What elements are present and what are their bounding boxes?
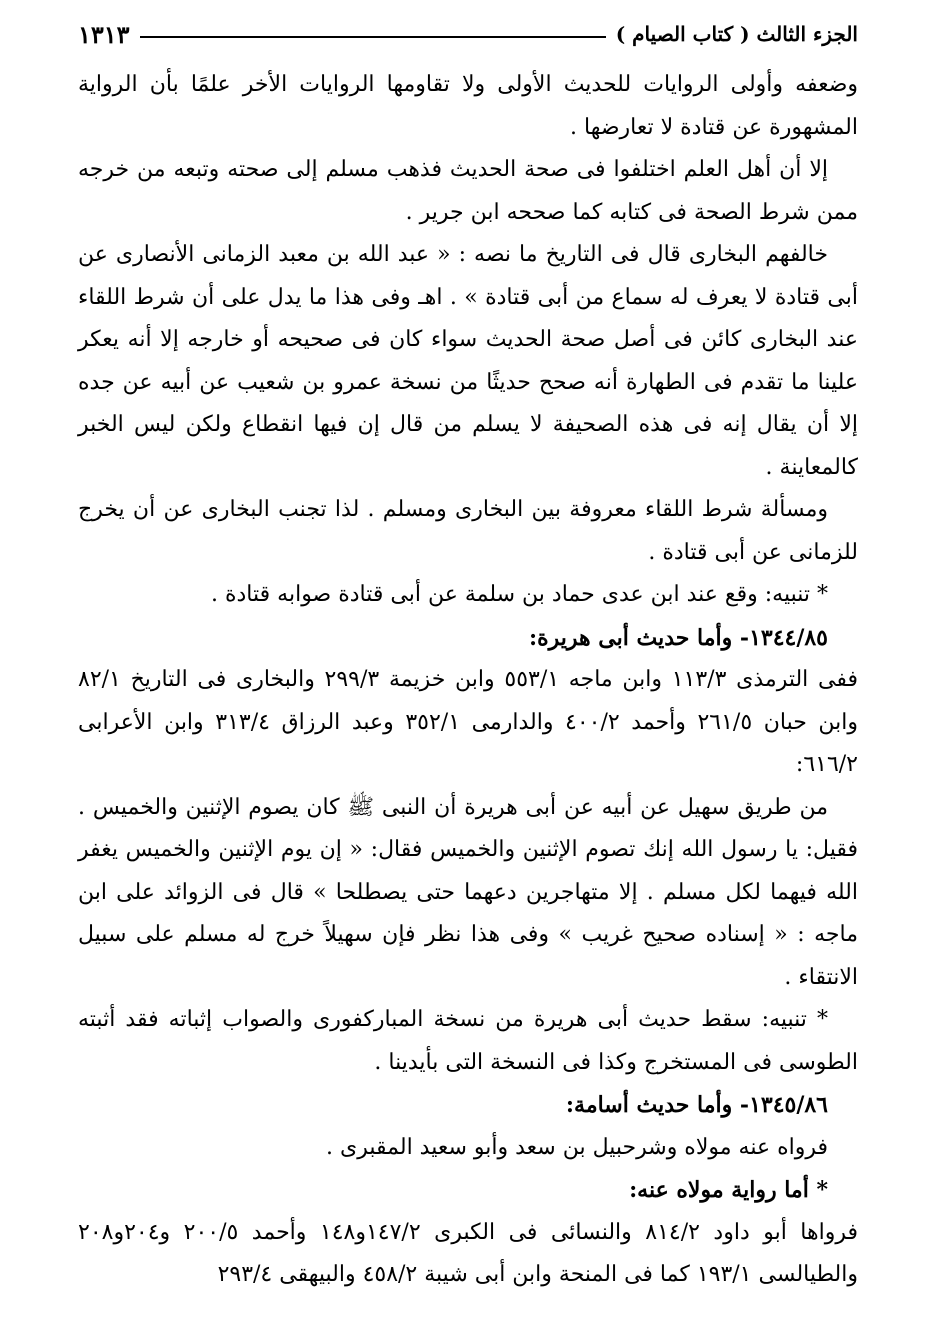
book-page	[78, 14, 858, 1297]
subheading-mawla: * أما رواية مولاه عنه:	[629, 1177, 828, 1203]
note-2: * تنبيه: سقط حديث أبى هريرة من نسخة المباركفورى والصواب إثباته فقد أثبته الطوسى فى المستخرج وكذا فى النسخة التى بأيدينا .	[78, 1007, 858, 1075]
running-title: الجزء الثالث ( كتاب الصيام )	[615, 22, 858, 46]
header-rule	[140, 36, 606, 38]
section-heading-abu-hurayra: ١٣٤٤/٨٥- وأما حديث أبى هريرة:	[528, 624, 828, 651]
paragraph-7: فرواه عنه مولاه وشرحبيل بن سعد وأبو سعيد المقبرى .	[326, 1134, 828, 1160]
note-1: * تنبيه: وقع عند ابن عدى حماد بن سلمة عن أبى قتادة صوابه قتادة .	[211, 582, 828, 607]
page-number: ١٣١٣	[78, 19, 130, 49]
section-heading-usama: ١٣٤٥/٨٦- وأما حديث أسامة:	[565, 1092, 828, 1118]
paragraph-2: إلا أن أهل العلم اختلفوا فى صحة الحديث فذهب مسلم إلى صحته وتبعه من خرجه ممن شرط الصحة فى كتابه كما صححه ابن جرير .	[78, 157, 858, 225]
paragraph-8: فرواها أبو داود ٨١٤/٢ والنسائى فى الكبرى ١٤٧/٢و١٤٨ وأحمد ٢٠٠/٥ و٢٠٤و٢٠٨ والطيالسى ١٩٣/١ كما فى المنحة وابن أبى شيبة ٤٥٨/٢ والبيهقى ٢٩٣/٤	[78, 1219, 858, 1287]
page-header	[78, 14, 858, 54]
paragraph-6: من طريق سهيل عن أبيه عن أبى هريرة أن النبى ﷺ كان يصوم الإثنين والخميس . فقيل: يا رسول الله إنك تصوم الإثنين والخميس فقال: « إن يوم الإثنين والخميس يغفر الله فيهما لكل مسلم . إلا متهاجرين دعهما حتى يصطلحا » قال فى الزوائد على ابن ماجه : « إسناده صحيح غريب » وفى هذا نظر فإن سهيلاً خرج له مسلم على سبيل الانتقاء .	[78, 794, 858, 990]
paragraph-5: ففى الترمذى ١١٣/٣ وابن ماجه ٥٥٣/١ وابن خزيمة ٢٩٩/٣ والبخارى فى التاريخ ٨٢/١ وابن حبان ٢٦١/٥ وأحمد ٤٠٠/٢ والدارمى ٣٥٢/١ وعبد الرزاق ٣١٣/٤ وابن الأعرابى ٦١٦/٢:	[78, 667, 858, 777]
paragraph-4: ومسألة شرط اللقاء معروفة بين البخارى ومسلم . لذا تجنب البخارى عن أن يخرج للزمانى عن أبى قتادة .	[78, 497, 858, 565]
paragraph-1: وضعفه وأولى الروايات للحديث الأولى ولا تقاومها الروايات الأخر علمًا بأن الرواية المشهورة عن قتادة لا تعارضها .	[78, 72, 858, 140]
paragraph-3: خالفهم البخارى قال فى التاريخ ما نصه : « عبد الله بن معبد الزمانى الأنصارى عن أبى قتادة لا يعرف له سماع من أبى قتادة » . اهـ وفى هذا ما يدل على أن شرط اللقاء عند البخارى كائن فى أصل صحة الحديث سواء كان فى صحيحه أو خارجه إلا أنه يعكر علينا ما تقدم فى الطهارة أنه صحح حديثًا من نسخة عمرو بن شعيب عن أبيه عن جده إلا أن يقال إنه فى هذه الصحيفة لا يسلم من قال إن فيها انقطاع ولكن ليس الخبر كالمعاينة .	[78, 242, 858, 480]
page-body	[78, 64, 858, 1297]
